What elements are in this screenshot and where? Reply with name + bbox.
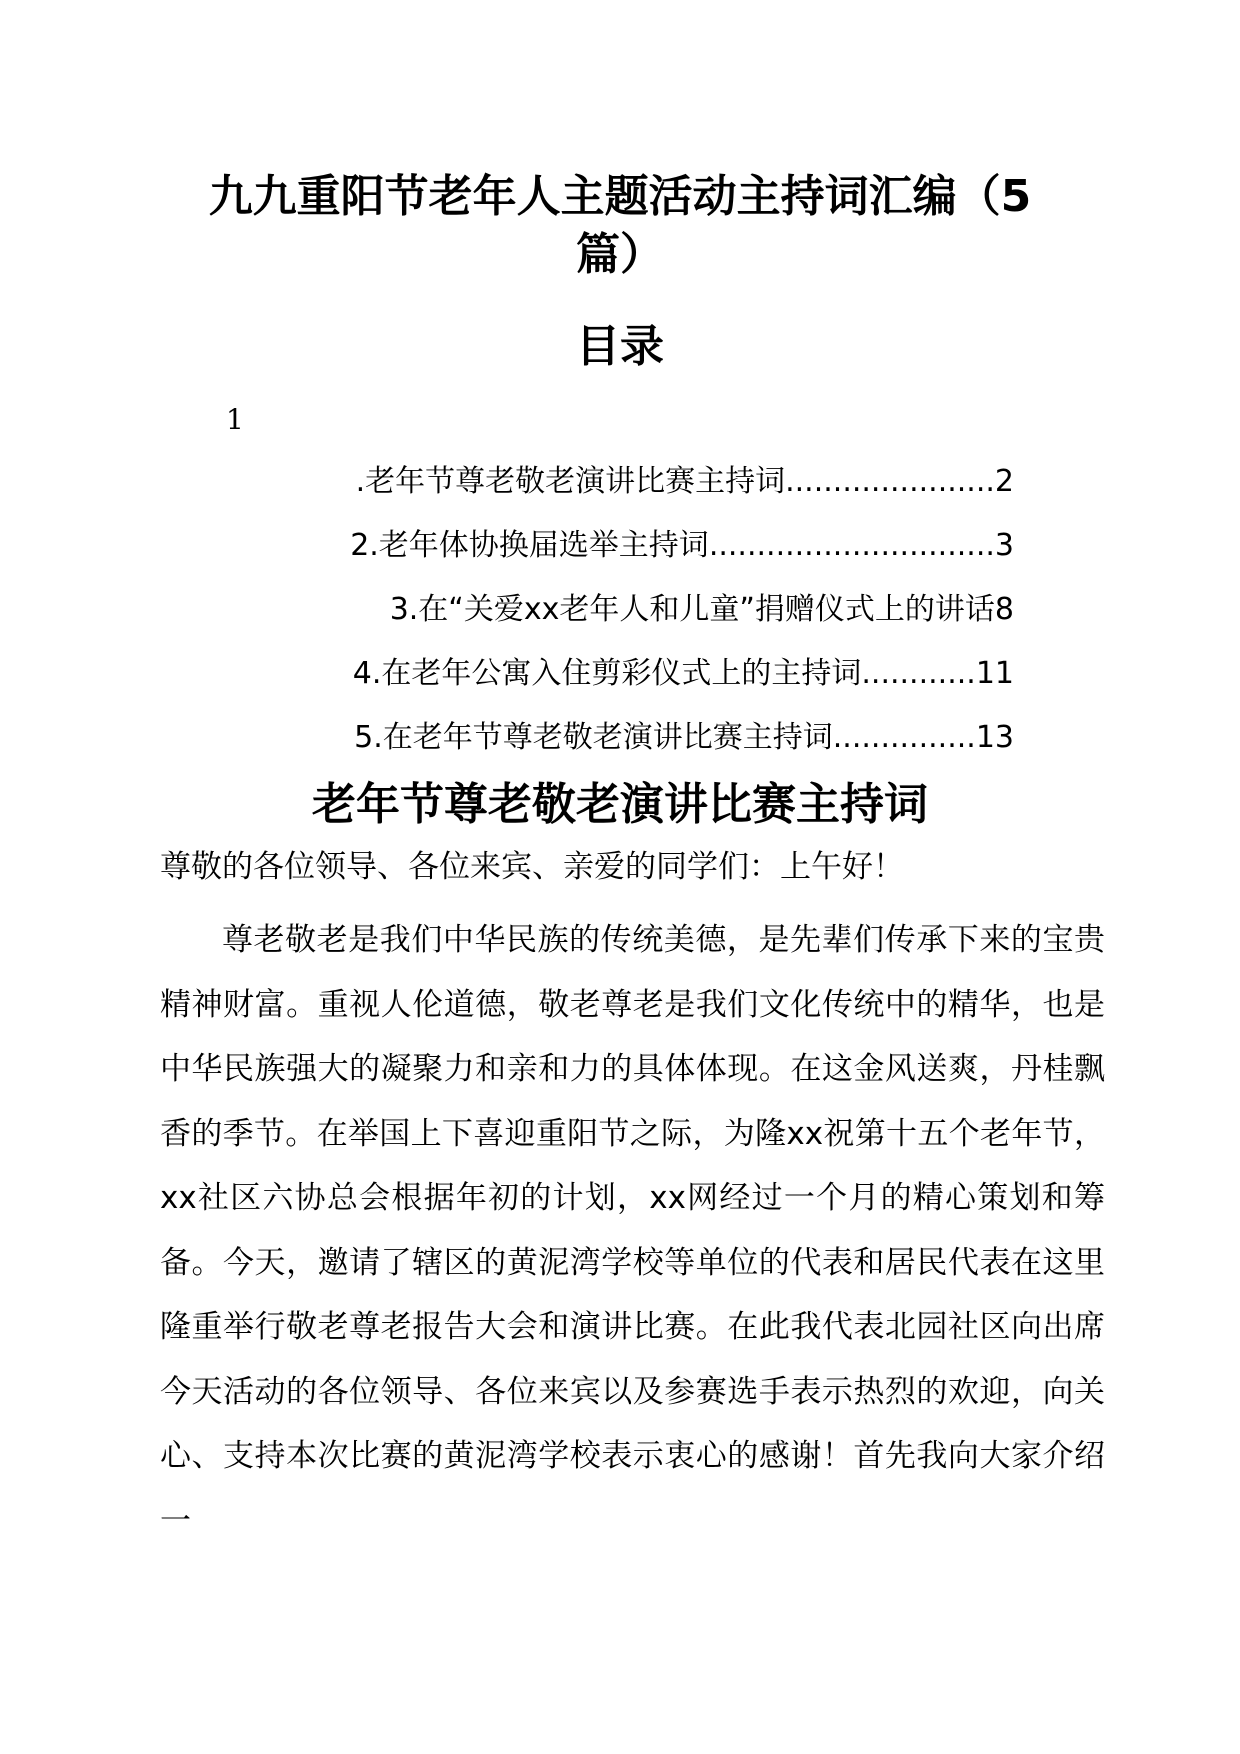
toc-entry-page: 2 <box>994 464 1014 499</box>
toc-entry[interactable] <box>356 462 1014 502</box>
document-title-line-2: 篇） <box>576 229 664 280</box>
toc-entry-leader: ...................... <box>785 464 995 499</box>
section-heading: 老年节尊老敬老演讲比赛主持词 <box>312 779 928 830</box>
toc-entry-leader: .............................. <box>708 528 995 563</box>
toc-entry-page: 13 <box>975 720 1014 755</box>
toc-entry[interactable] <box>354 718 1014 758</box>
toc-entry-label: .老年节尊老敬老演讲比赛主持词 <box>355 464 786 499</box>
salutation: 尊敬的各位领导、各位来宾、亲爱的同学们：上午好！ <box>160 849 904 885</box>
toc-entry[interactable] <box>353 654 1014 694</box>
toc-entry[interactable] <box>390 590 1014 630</box>
toc-entry-label: 5.在老年节尊老敬老演讲比赛主持词 <box>354 720 833 755</box>
toc-heading: 目录 <box>576 321 664 372</box>
document-title <box>0 168 1240 284</box>
toc-entry-page: 8 <box>994 592 1014 627</box>
toc-entry-leader: ............ <box>861 656 976 691</box>
toc-entry-label: 3.在“关爱xx老年人和儿童”捐赠仪式上的讲话 <box>389 592 995 627</box>
document-title-line-1: 九九重阳节老年人主题活动主持词汇编（5 <box>208 171 1032 222</box>
toc-entry-label: 4.在老年公寓入住剪彩仪式上的主持词 <box>352 656 862 691</box>
body-paragraph: 尊老敬老是我们中华民族的传统美德，是先辈们传承下来的宝贵精神财富。重视人伦道德，敬老尊老是我们文化传统中的精华，也是中华民族强大的凝聚力和亲和力的具体体现。在这金风送爽，丹桂飘香的季节。在举国上下喜迎重阳节之际，为隆xx祝第十五个老年节，xx社区六协总会根据年初的计划，xx网经过一个月的精心策划和筹备。今天，邀请了辖区的黄泥湾学校等单位的代表和居民代表在这里隆重举行敬老尊老报告大会和演讲比赛。在此我代表北园社区向出席今天活动的各位领导、各位来宾以及参赛选手表示热烈的欢迎，向关心、支持本次比赛的黄泥湾学校表示衷心的感谢！首先我向大家介绍一 <box>160 922 1105 1539</box>
toc-entry[interactable] <box>350 526 1014 566</box>
toc-entry-page: 11 <box>975 656 1014 691</box>
toc-entry-leader: ............... <box>832 720 976 755</box>
toc-entry-page: 3 <box>994 528 1014 563</box>
toc-entry-label: 2.老年体协换届选举主持词 <box>350 528 709 563</box>
page-marker: 1 <box>226 403 244 436</box>
